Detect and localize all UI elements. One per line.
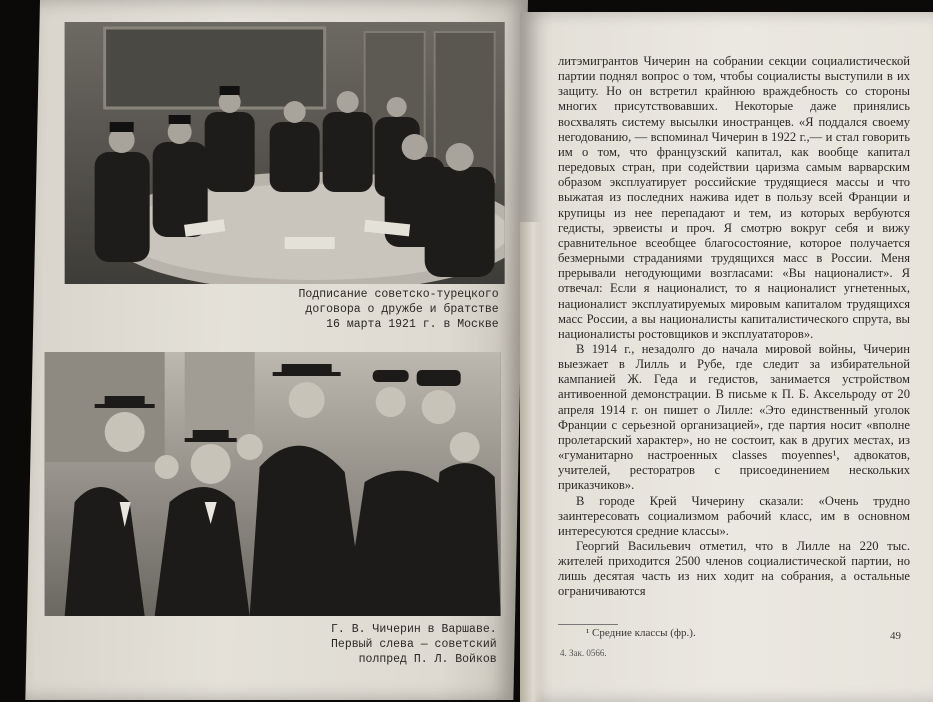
footnote-divider xyxy=(558,624,618,625)
body-text xyxy=(558,54,910,600)
photo-caption-warsaw: Г. В. Чичерин в Варшаве. Первый слева — советский полпред П. Л. Войков xyxy=(331,623,497,666)
spine-wear xyxy=(520,222,542,702)
page-number: 49 xyxy=(890,630,901,642)
printer-mark: 4. Зак. 0566. xyxy=(560,648,607,658)
footnote: ¹ Средние классы (фр.). xyxy=(586,627,696,639)
paragraph-3: В городе Крей Чичерину сказали: «Очень трудно заинтересовать социализмом рабочий класс, им в основном интересуются средние классы». xyxy=(558,493,910,538)
right-page xyxy=(520,12,933,702)
paragraph-1: литэмигрантов Чичерин на собрании секции социалистической партии поднял вопрос о том, чтобы социалисты выступили в их защиту. Но он встретил крайнюю враждебность со стороны многих присутствовавших. Некоторые даже принялись восхвалять систему высылки иностранцев. «Я поддался своему негодованию, — вспоминал Чичерин в 1922 г.,— и стал говорить им о том, что французский капитал, как вообще капитал передовых стран, при содействии царизма самым варварским образом эксплуатирует российские трудящиеся массы и что выжатая из последних нажива идет в пользу всей Франции и крупицы из нее перепадают и тем, из которых вербуются гедисты, эрвеисты и проч. Я смотрю вокруг себя и вижу сравнительное всеобщее благосостояние, которое получается безмерными страданиями трудящихся масс в России. Меня прерывали негодующими возгласами: «Вы националист». Я отвечал: Если я националист, то я националист угнетенных, националист эксплуатируемых мировым капиталом трудящихся масс России, а вы националисты капиталистического спрута, вы националисты ростовщиков и эксплуататоров». xyxy=(558,54,910,341)
paragraph-4: Георгий Васильевич отметил, что в Лилле на 220 тыс. жителей приходится 2500 членов социалистической партии, но лишь десятая часть из них ходит на собрания, а остальные ограничиваются xyxy=(558,539,910,599)
paragraph-2: В 1914 г., незадолго до начала мировой войны, Чичерин выезжает в Лилль и Рубе, где следит за избирательной кампанией Ж. Геда и гедистов, занимается устройством антивоенной демонстрации. В письме к П. Б. Аксельроду от 20 апреля 1914 г. он пишет о Лилле: «Это единственный уголок Франции с серьезной организацией», где партия носит «вполне пролетарский характер», но не состоит, как в других местах, из «гуманитарно настроенных classes moyennes¹, адвокатов, учителей, ресторатров с присоединением нескольких приказчиков». xyxy=(558,341,910,493)
left-page xyxy=(25,0,528,700)
treaty-signing-photo xyxy=(65,22,505,284)
warsaw-group-photo xyxy=(45,352,501,616)
photo-negotiation-table-icon xyxy=(65,22,505,284)
photo-group-of-men-icon xyxy=(45,352,501,616)
photo-caption-treaty: Подписание советско-турецкого договора о дружбе и братстве 16 марта 1921 г. в Москве xyxy=(298,288,499,331)
